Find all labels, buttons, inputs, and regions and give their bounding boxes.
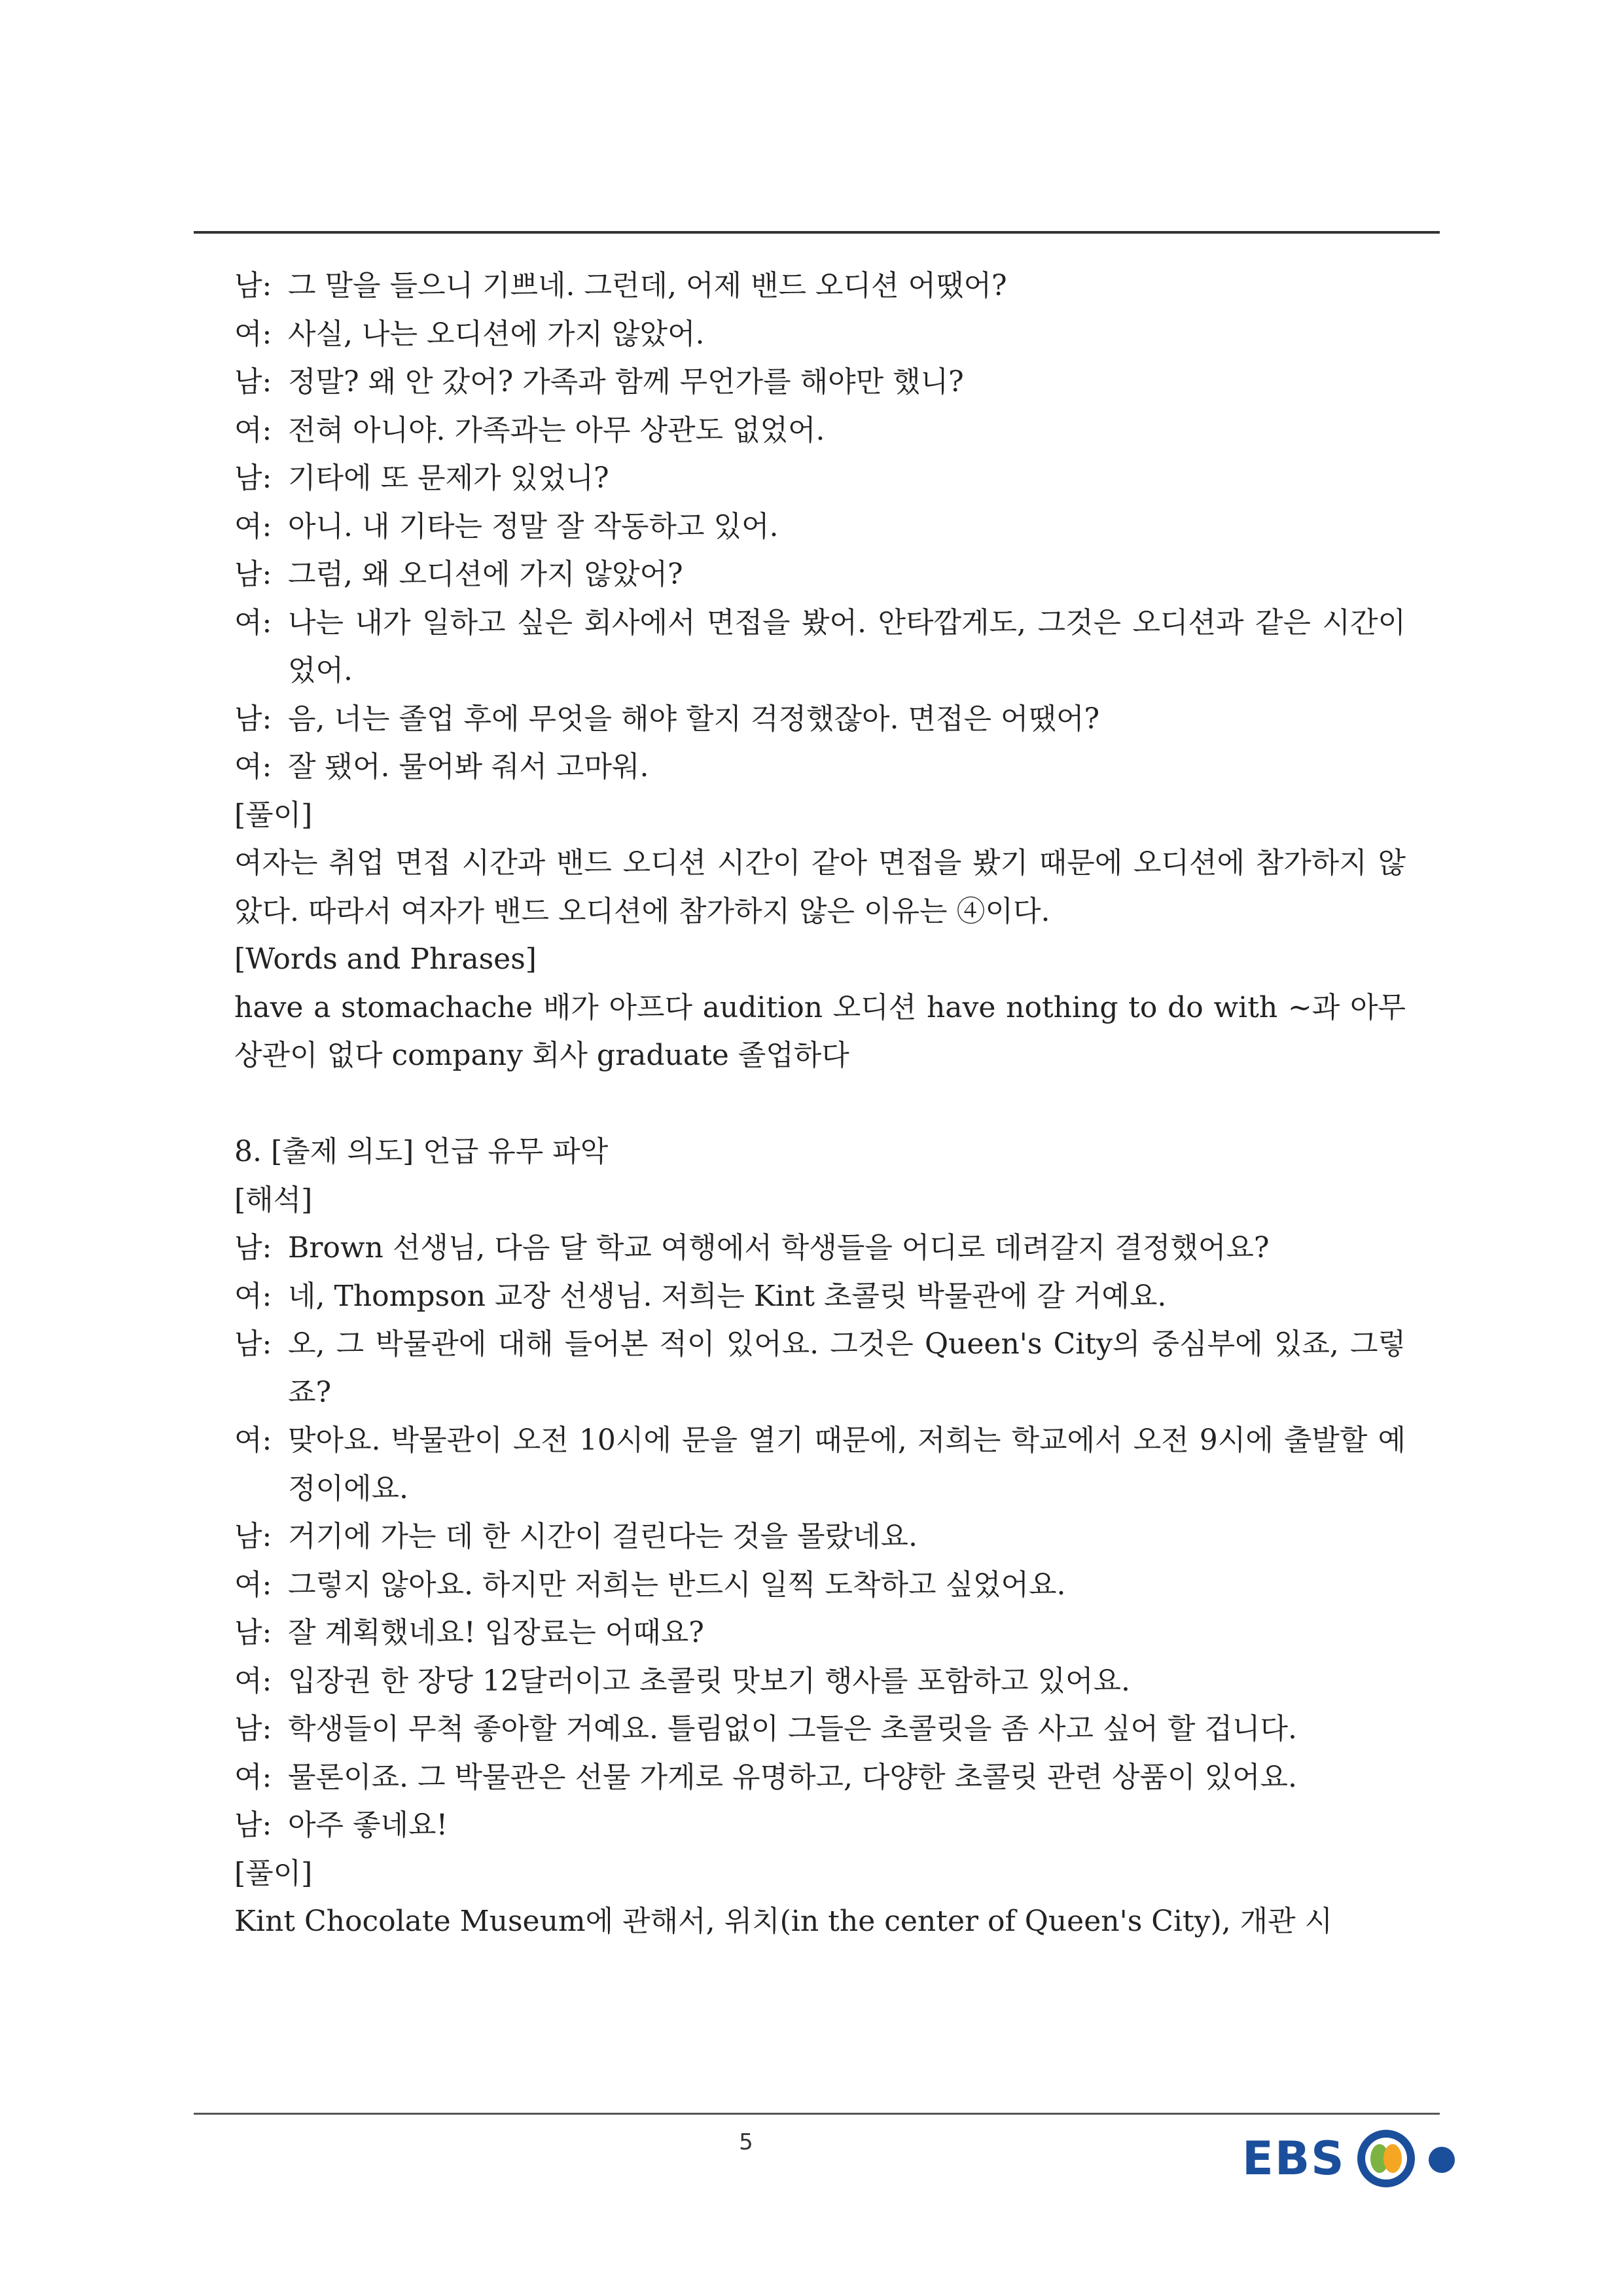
ebs-mark-icon xyxy=(1353,2126,1471,2191)
dialogue-text: 입장권 한 장당 12달러이고 초콜릿 맛보기 행사를 포함하고 있어요. xyxy=(288,1664,1130,1698)
dialogue-line xyxy=(234,1801,1406,1850)
logo-text: EBS xyxy=(1242,2132,1346,2185)
dialogue-text: 그렇지 않아요. 하지만 저희는 반드시 일찍 도착하고 싶었어요. xyxy=(288,1568,1066,1602)
speaker-label: 여: xyxy=(234,1760,272,1794)
dialogue-text: 아니. 내 기타는 정말 잘 작동하고 있어. xyxy=(288,509,779,543)
speaker-label: 여: xyxy=(234,509,272,543)
dialogue-line xyxy=(234,454,1406,503)
dialogue-line xyxy=(234,1561,1406,1609)
speaker-label: 여: xyxy=(234,1424,272,1457)
dialogue-text: 잘 계획했네요! 입장료는 어때요? xyxy=(288,1616,704,1649)
dialogue-line xyxy=(234,358,1406,406)
speaker-label: 남: xyxy=(234,1327,272,1361)
header-rule xyxy=(194,231,1440,234)
translation-heading: [해석] xyxy=(234,1183,313,1217)
speaker-label: 남: xyxy=(234,365,272,399)
dialogue-text: 물론이죠. 그 박물관은 선물 가게로 유명하고, 다양한 초콜릿 관련 상품이 있어요. xyxy=(288,1760,1297,1794)
dialogue-line xyxy=(234,1272,1406,1321)
explanation-heading: [풀이] xyxy=(234,1856,313,1890)
dialogue-line xyxy=(234,1657,1406,1706)
dialogue-text: 오, 그 박물관에 대해 들어본 적이 있어요. 그것은 Queen's City의 중심부에 있죠, 그렇죠? xyxy=(288,1327,1406,1409)
speaker-label: 여: xyxy=(234,1664,272,1698)
dialogue-text: 맞아요. 박물관이 오전 10시에 문을 열기 때문에, 저희는 학교에서 오전 9시에 출발할 예정이에요. xyxy=(288,1424,1406,1505)
dialogue-text: Brown 선생님, 다음 달 학교 여행에서 학생들을 어디로 데려갈지 결정했어요? xyxy=(288,1231,1270,1265)
speaker-label: 여: xyxy=(234,317,272,351)
dialogue-line xyxy=(234,262,1406,310)
dialogue-line xyxy=(234,503,1406,551)
speaker-label: 남: xyxy=(234,1231,272,1265)
dialogue-text: 사실, 나는 오디션에 가지 않았어. xyxy=(288,317,705,351)
explanation-heading: [풀이] xyxy=(234,798,313,832)
dialogue-line xyxy=(234,1320,1406,1416)
dialogue-text: 그 말을 들으니 기쁘네. 그런데, 어제 밴드 오디션 어땠어? xyxy=(288,269,1007,302)
dialogue-line xyxy=(234,1416,1406,1513)
dialogue-line xyxy=(234,550,1406,599)
speaker-label: 남: xyxy=(234,1616,272,1649)
dialogue-text: 기타에 또 문제가 있었니? xyxy=(288,461,609,495)
dialogue-text: 아주 좋네요! xyxy=(288,1808,448,1842)
dialogue-text: 학생들이 무척 좋아할 거예요. 틀림없이 그들은 초콜릿을 좀 사고 싶어 할 겁니다. xyxy=(288,1712,1297,1746)
dialogue-line xyxy=(234,1224,1406,1272)
dialogue-text: 거기에 가는 데 한 시간이 걸린다는 것을 몰랐네요. xyxy=(288,1520,918,1553)
dialogue-line xyxy=(234,1513,1406,1561)
dialogue-text: 전혀 아니야. 가족과는 아무 상관도 없었어. xyxy=(288,413,825,447)
section-title: 8. [출제 의도] 언급 유무 파악 xyxy=(234,1135,609,1168)
dialogue-line xyxy=(234,310,1406,359)
speaker-label: 여: xyxy=(234,750,272,783)
speaker-label: 남: xyxy=(234,558,272,591)
speaker-label: 여: xyxy=(234,1568,272,1602)
dialogue-text: 네, Thompson 교장 선생님. 저희는 Kint 초콜릿 박물관에 갈 거예요. xyxy=(288,1279,1167,1313)
dialogue-line xyxy=(234,599,1406,695)
speaker-label: 남: xyxy=(234,1712,272,1746)
footer-rule xyxy=(194,2113,1440,2115)
dialogue-line xyxy=(234,1705,1406,1753)
dialogue-text: 음, 너는 졸업 후에 무엇을 해야 할지 걱정했잖아. 면접은 어땠어? xyxy=(288,702,1100,736)
document-body xyxy=(234,262,1406,1946)
dialogue-line xyxy=(234,1753,1406,1802)
dialogue-text: 나는 내가 일하고 싶은 회사에서 면접을 봤어. 안타깝게도, 그것은 오디션과 같은 시간이었어. xyxy=(288,605,1406,687)
dialogue-line xyxy=(234,743,1406,791)
explanation-text: Kint Chocolate Museum에 관해서, 위치(in the center of Queen's City), 개관 시 xyxy=(234,1905,1333,1938)
spacer xyxy=(234,1080,1406,1128)
dialogue-line xyxy=(234,1609,1406,1657)
dialogue-text: 그럼, 왜 오디션에 가지 않았어? xyxy=(288,558,683,591)
dialogue-text: 정말? 왜 안 갔어? 가족과 함께 무언가를 해야만 했니? xyxy=(288,365,964,399)
speaker-label: 남: xyxy=(234,1520,272,1553)
page-number: 5 xyxy=(739,2129,753,2155)
speaker-label: 남: xyxy=(234,269,272,302)
speaker-label: 여: xyxy=(234,605,272,639)
ebs-logo xyxy=(1242,2126,1471,2191)
dialogue-line xyxy=(234,406,1406,455)
explanation-text: 여자는 취업 면접 시간과 밴드 오디션 시간이 같아 면접을 봤기 때문에 오디션에 참가하지 않았다. 따라서 여자가 밴드 오디션에 참가하지 않은 이유는 ④이다. xyxy=(234,846,1406,928)
speaker-label: 남: xyxy=(234,702,272,736)
dialogue-text: 잘 됐어. 물어봐 줘서 고마워. xyxy=(288,750,649,783)
dialogue-line xyxy=(234,695,1406,744)
speaker-label: 여: xyxy=(234,1279,272,1313)
speaker-label: 남: xyxy=(234,1808,272,1842)
words-heading: [Words and Phrases] xyxy=(234,942,537,976)
words-text: have a stomachache 배가 아프다 audition 오디션 have nothing to do with ~과 아무 상관이 없다 company 회사 graduate 졸업하다 xyxy=(234,990,1406,1072)
section8-dialogue xyxy=(234,1224,1406,1850)
speaker-label: 여: xyxy=(234,413,272,447)
section7-dialogue xyxy=(234,262,1406,791)
speaker-label: 남: xyxy=(234,461,272,495)
